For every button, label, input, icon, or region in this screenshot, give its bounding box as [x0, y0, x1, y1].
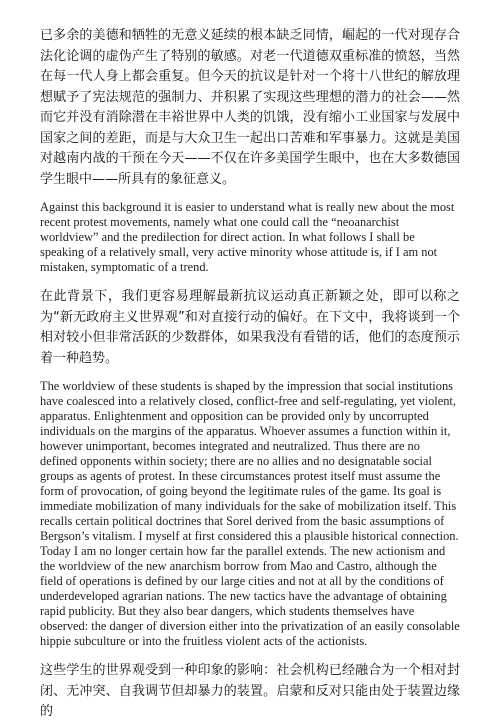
- paragraph-zh-3: 这些学生的世界观受到一种印象的影响：社会机构已经融合为一个相对封闭、无冲突、自我调节但却暴力的装置。启蒙和反对只能由处于装置边缘的: [40, 663, 460, 719]
- paragraph-zh-1: 已多余的美德和牺牲的无意义延续的根本缺乏同情，崛起的一代对现存合法化论调的虚伪产生了特别的敏感。对老一代道德双重标准的愤怒，当然在每一代人身上都会重复。但今天的抗议是针对一个将十八世纪的解放理想赋予了宪法规范的强制力、并积累了实现这些理想的潜力的社会——然而它并没有消除潜在丰裕世界中人类的饥饿，没有缩小工业国家与发展中国家之间的差距，而是与大众卫生一起出口苦难和军事暴力。这就是美国对越南内战的干预在今天——不仅在许多美国学生眼中，也在大多数德国学生眼中——所具有的象征意义。: [40, 28, 460, 187]
- paragraph-en-2: The worldview of these students is shaped by the impression that social institutions have coalesced into a relatively closed, conflict-free and self-regulating, yet violent, apparatus. Enlightenment and opposition can be provided only by uncorrupted individuals on the margins of the apparatus. Whoever assumes a function within it, however unimportant, becomes integrated and neutralized. Thus there are no defined opponents within society; there are no allies and no designatable social groups as agents of protest. In these circumstances protest itself must assume the form of provocation, of going beyond the legitimate rules of the game. Its goal is immediate mobilization of many individuals for the sake of mobilization itself. This recalls certain political doctrines that Sorel derived from the basic assumptions of Bergson’s vitalism. I myself at first considered this a plausible historical connection. Today I am no longer certain how far the parallel extends. The new actionism and the worldview of the new anarchism borrow from Mao and Castro, although the field of operations is defined by our large cities and not at all by the conditions of underdeveloped agrarian nations. The new tactics have the advantage of obtaining rapid publicity. But they also bear dangers, which students themselves have observed: the danger of diversion either into the privatization of an easily consolable hippie subculture or into the fruitless violent acts of the actionists.: [40, 379, 460, 648]
- paragraph-zh-2: 在此背景下，我们更容易理解最新抗议运动真正新颖之处，即可以称之为“新无政府主义世界观”和对直接行动的偏好。在下文中，我将谈到一个相对较小但非常活跃的少数群体，如果我没有看错的话，他们的态度预示着一种趋势。: [40, 289, 460, 366]
- paragraph-en-1: Against this background it is easier to understand what is really new about the most recent protest movements, namely what one could call the “neoanarchist worldview” and the predilection for direct action. In what follows I shall be speaking of a relatively small, very active minority whose attitude is, if I am not mistaken, symptomatic of a trend.: [40, 200, 455, 274]
